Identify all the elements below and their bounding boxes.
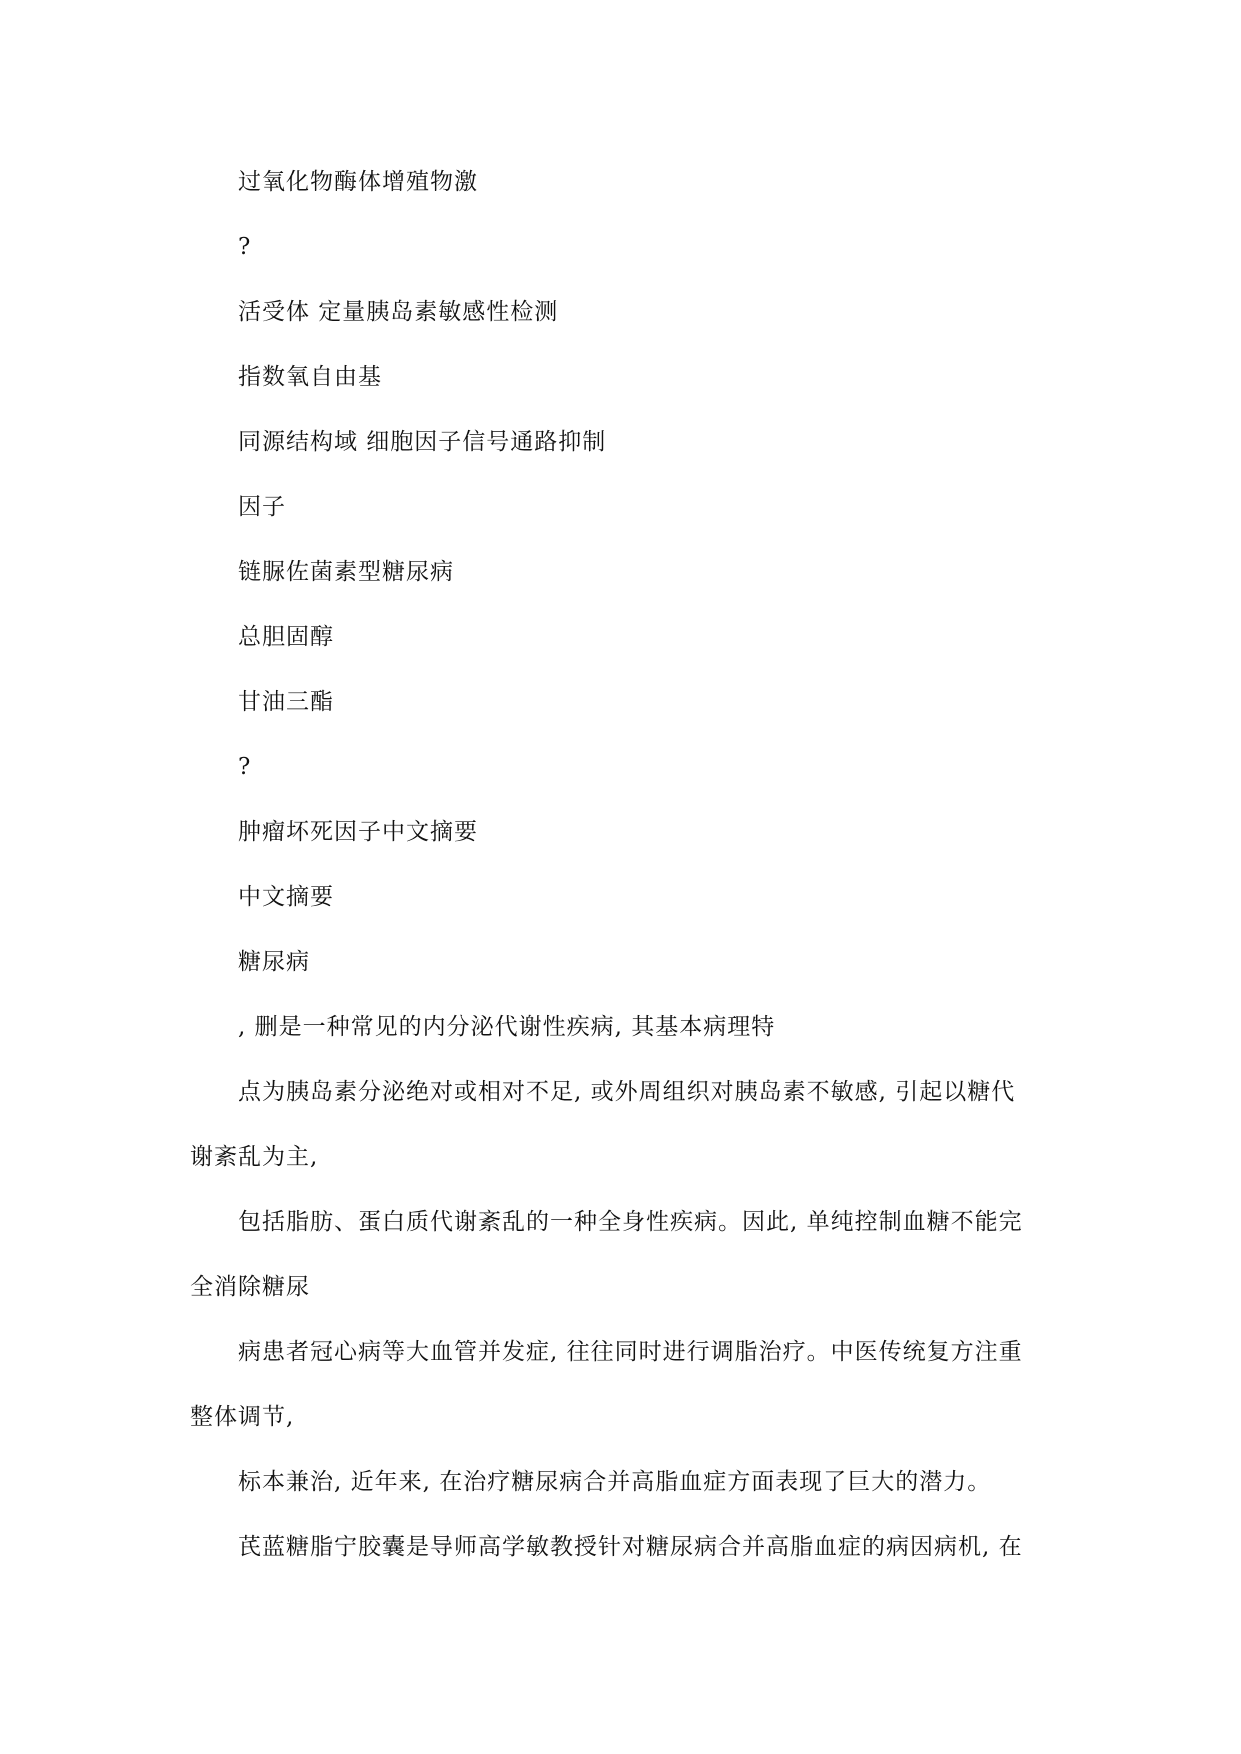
term-line-11: 肿瘤坏死因子中文摘要 xyxy=(238,819,478,845)
term-line-10: ? xyxy=(238,754,252,780)
term-line-2: ? xyxy=(238,234,252,260)
body-line-9: 标本兼治, 近年来, 在治疗糖尿病合并高脂血症方面表现了巨大的潜力。 xyxy=(238,1469,992,1495)
term-line-6: 因子 xyxy=(238,494,286,520)
body-line-7: 病患者冠心病等大血管并发症, 往往同时进行调脂治疗。中医传统复方注重 xyxy=(238,1339,1023,1365)
term-line-7: 链脲佐菌素型糖尿病 xyxy=(238,559,454,585)
body-line-4: 谢紊乱为主, xyxy=(190,1144,319,1170)
term-line-9: 甘油三酯 xyxy=(238,689,334,715)
term-line-8: 总胆固醇 xyxy=(238,624,334,650)
body-line-2: , 删是一种常见的内分泌代谢性疾病, 其基本病理特 xyxy=(238,1014,776,1040)
section-heading: 中文摘要 xyxy=(238,884,334,910)
body-line-6: 全消除糖尿 xyxy=(190,1274,310,1300)
body-line-1: 糖尿病 xyxy=(238,949,310,975)
term-line-1: 过氧化物酶体增殖物激 xyxy=(238,169,478,195)
body-line-5: 包括脂肪、蛋白质代谢紊乱的一种全身性疾病。因此, 单纯控制血糖不能完 xyxy=(238,1209,1023,1235)
body-line-3: 点为胰岛素分泌绝对或相对不足, 或外周组织对胰岛素不敏感, 引起以糖代 xyxy=(238,1079,1016,1105)
term-line-4: 指数氧自由基 xyxy=(238,364,382,390)
term-line-5: 同源结构域 细胞因子信号通路抑制 xyxy=(238,429,607,455)
body-line-8: 整体调节, xyxy=(190,1404,295,1430)
body-line-10: 芪蓝糖脂宁胶囊是导师高学敏教授针对糖尿病合并高脂血症的病因病机, 在 xyxy=(238,1534,1023,1560)
term-line-3: 活受体 定量胰岛素敏感性检测 xyxy=(238,299,559,325)
